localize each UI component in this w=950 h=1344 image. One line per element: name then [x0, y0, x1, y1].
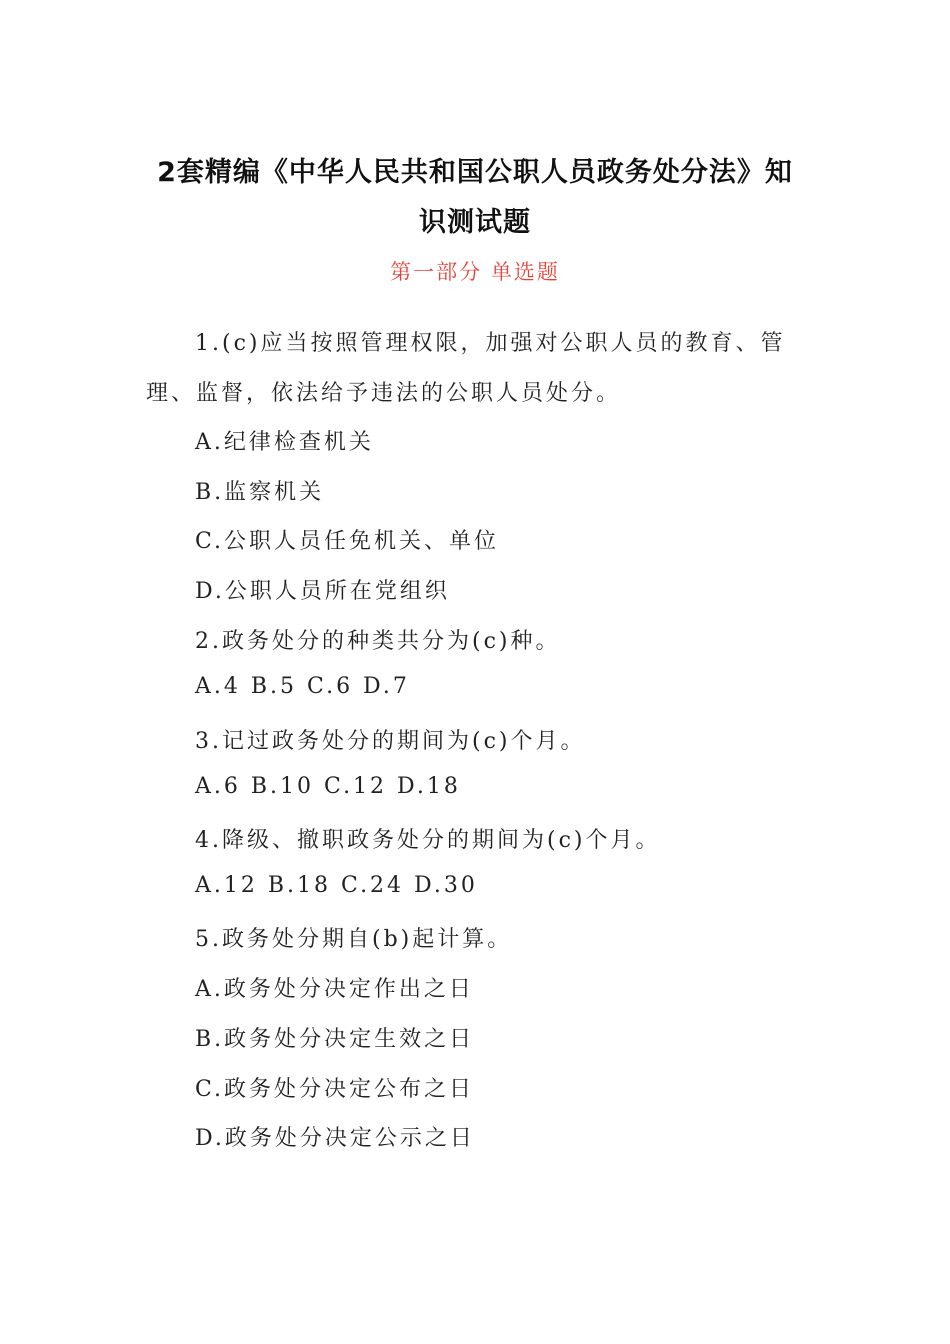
document-title-line-1: 2套精编《中华人民共和国公职人员政务处分法》知 — [157, 157, 793, 188]
document-title-line-2: 识测试题 — [419, 207, 531, 238]
question-4-text: 4.降级、撤职政务处分的期间为(c)个月。 — [195, 828, 661, 853]
question-1-option-a: A.纪律检查机关 — [195, 430, 374, 455]
question-1-option-c: C.公职人员任免机关、单位 — [195, 529, 500, 554]
section-heading: 第一部分 单选题 — [390, 260, 560, 284]
question-5-option-a: A.政务处分决定作出之日 — [195, 977, 474, 1002]
question-2-options: A.4 B.5 C.6 D.7 — [195, 674, 410, 699]
question-3-options: A.6 B.10 C.12 D.18 — [195, 774, 461, 799]
question-5-option-c: C.政务处分决定公布之日 — [195, 1077, 475, 1102]
question-1-text-continued: 理、监督，依法给予违法的公职人员处分。 — [146, 381, 622, 406]
question-2-text: 2.政务处分的种类共分为(c)种。 — [195, 629, 561, 654]
question-1-text: 1.(c)应当按照管理权限，加强对公职人员的教育、管 — [195, 331, 786, 356]
question-3-text: 3.记过政务处分的期间为(c)个月。 — [195, 729, 586, 754]
question-5-text: 5.政务处分期自(b)起计算。 — [195, 927, 513, 952]
question-5-option-b: B.政务处分决定生效之日 — [195, 1027, 475, 1052]
question-1-option-d: D.公职人员所在党组织 — [195, 579, 450, 604]
question-1-option-b: B.监察机关 — [195, 480, 325, 505]
question-4-options: A.12 B.18 C.24 D.30 — [195, 873, 478, 898]
question-5-option-d: D.政务处分决定公示之日 — [195, 1126, 475, 1151]
